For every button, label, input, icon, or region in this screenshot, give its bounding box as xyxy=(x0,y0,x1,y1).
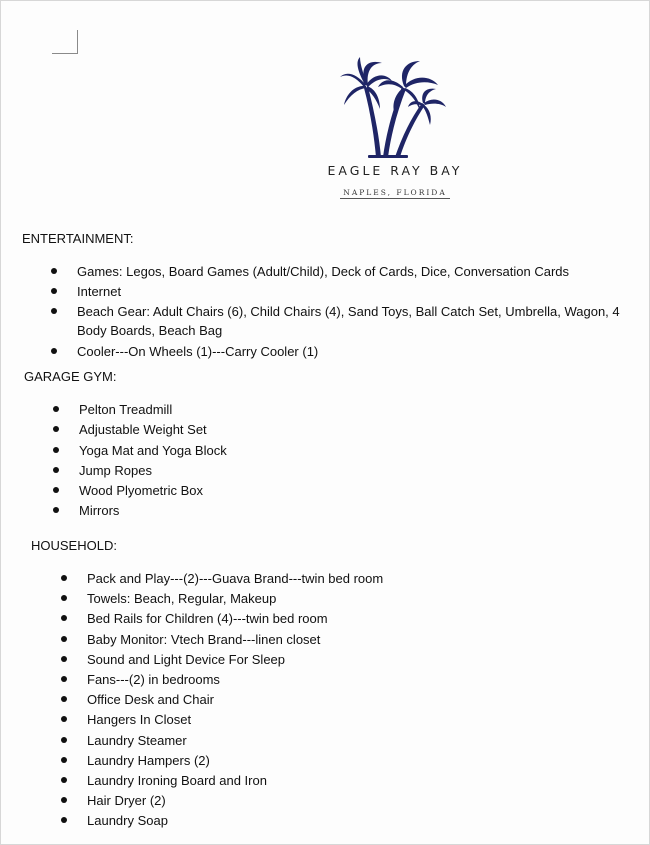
list-item-text: Adjustable Weight Set xyxy=(79,422,207,438)
list-item-text: Yoga Mat and Yoga Block xyxy=(79,442,227,458)
list-item-text: Jump Ropes xyxy=(79,462,152,478)
list-item-text: Hair Dryer (2) xyxy=(87,793,166,809)
list-item-text: Mirrors xyxy=(79,503,120,519)
list-item-text: Cooler---On Wheels (1)---Carry Cooler (1) xyxy=(77,343,319,359)
bullet-icon xyxy=(61,757,67,763)
list-item-text: Beach Gear: Adult Chairs (6), Child Chairs (4), Sand Toys, Ball Catch Set, Umbrella, Wagon, 4 Body Boards, Beach Bag xyxy=(77,304,620,339)
bullet-icon xyxy=(61,656,67,662)
list-item xyxy=(61,609,511,628)
list-item-text: Bed Rails for Children (4)---twin bed room xyxy=(87,611,328,627)
bullet-icon xyxy=(51,348,57,354)
list-item xyxy=(61,710,511,729)
section-heading-garage-gym: GARAGE GYM: xyxy=(24,369,117,384)
household-list xyxy=(61,569,511,831)
bullet-icon xyxy=(53,447,59,453)
bullet-icon xyxy=(61,575,67,581)
list-item-text: Laundry Ironing Board and Iron xyxy=(87,772,267,788)
bullet-icon xyxy=(61,777,67,783)
entertainment-list xyxy=(51,262,641,362)
list-item xyxy=(61,569,511,588)
list-item-text: Fans---(2) in bedrooms xyxy=(87,671,220,687)
list-item xyxy=(61,751,511,770)
list-item-text: Pack and Play---(2)---Guava Brand---twin bed room xyxy=(87,571,384,586)
bullet-icon xyxy=(51,308,57,314)
bullet-icon xyxy=(61,716,67,722)
list-item xyxy=(61,690,511,709)
bullet-icon xyxy=(61,676,67,682)
list-item xyxy=(61,771,511,790)
bullet-icon xyxy=(53,507,59,513)
list-item xyxy=(61,731,511,750)
list-item xyxy=(61,670,511,689)
section-heading-household: HOUSEHOLD: xyxy=(31,538,117,553)
list-item xyxy=(53,441,453,460)
list-item-text: Towels: Beach, Regular, Makeup xyxy=(87,591,277,607)
list-item xyxy=(61,630,511,649)
bullet-icon xyxy=(61,636,67,642)
list-item xyxy=(51,262,641,281)
logo-title: EAGLE RAY BAY xyxy=(327,163,463,178)
bullet-icon xyxy=(61,737,67,743)
list-item-text: Pelton Treadmill xyxy=(79,402,173,417)
bullet-icon xyxy=(51,288,57,294)
list-item xyxy=(51,282,641,301)
list-item xyxy=(53,420,453,439)
list-item xyxy=(53,501,453,520)
list-item-text: Laundry Steamer xyxy=(87,732,187,748)
logo-subtitle: NAPLES, FLORIDA xyxy=(343,188,447,197)
bullet-icon xyxy=(53,487,59,493)
list-item-text: Office Desk and Chair xyxy=(87,692,214,708)
bullet-icon xyxy=(61,797,67,803)
eagle-ray-bay-logo xyxy=(300,55,490,205)
list-item-text: Hangers In Closet xyxy=(87,712,192,728)
list-item-text: Games: Legos, Board Games (Adult/Child), Deck of Cards, Dice, Conversation Cards xyxy=(77,264,570,279)
bullet-icon xyxy=(51,268,57,274)
list-item xyxy=(51,302,641,340)
bullet-icon xyxy=(61,595,67,601)
bullet-icon xyxy=(61,817,67,823)
bullet-icon xyxy=(61,615,67,621)
list-item-text: Sound and Light Device For Sleep xyxy=(87,651,286,667)
list-item-text: Laundry Hampers (2) xyxy=(87,752,210,768)
list-item xyxy=(53,481,453,500)
bullet-icon xyxy=(53,426,59,432)
list-item xyxy=(51,342,641,361)
bullet-icon xyxy=(53,406,59,412)
garage-gym-list xyxy=(53,400,453,522)
list-item-text: Laundry Soap xyxy=(87,813,168,829)
logo-divider xyxy=(340,198,450,199)
page-corner-marker xyxy=(52,30,78,54)
palm-trees-icon xyxy=(340,55,450,160)
list-item-text: Internet xyxy=(77,284,122,300)
list-item xyxy=(61,811,511,830)
list-item xyxy=(61,650,511,669)
list-item xyxy=(53,461,453,480)
list-item xyxy=(53,400,453,419)
list-item-text: Wood Plyometric Box xyxy=(79,483,204,499)
bullet-icon xyxy=(61,696,67,702)
section-heading-entertainment: ENTERTAINMENT: xyxy=(22,231,134,246)
list-item xyxy=(61,791,511,810)
list-item xyxy=(61,589,511,608)
list-item-text: Baby Monitor: Vtech Brand---linen closet xyxy=(87,631,321,647)
bullet-icon xyxy=(53,467,59,473)
